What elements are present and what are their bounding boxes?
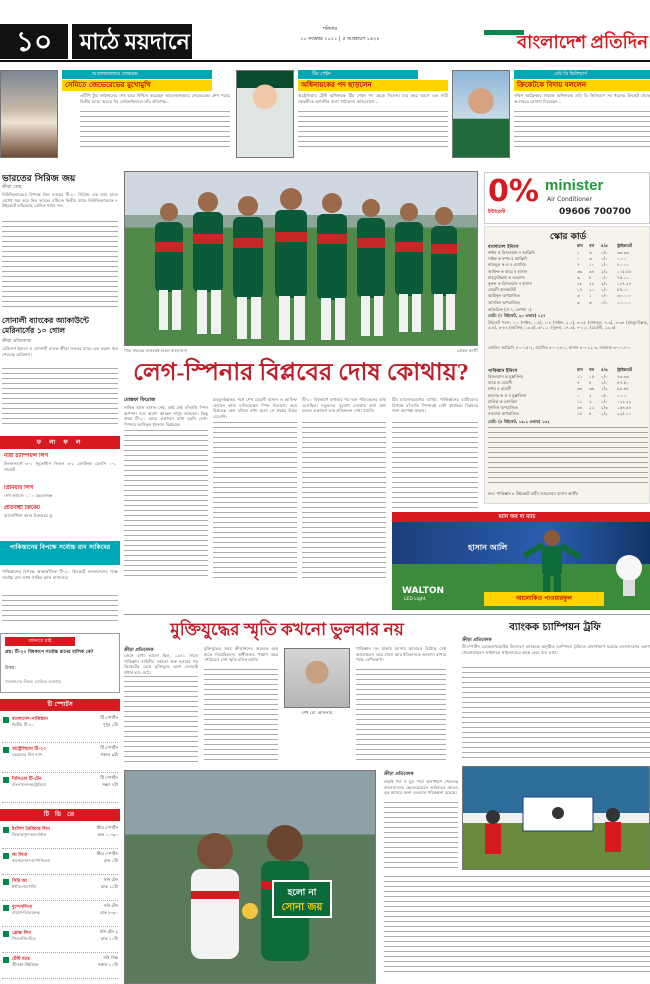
scorecard-total: মোট: (৭ উইকেট, ২০ ওভার) ১২৭ bbox=[488, 313, 546, 318]
main-col-1-lines bbox=[124, 430, 208, 578]
scorecard-stat: ০/০ bbox=[601, 398, 608, 404]
scorecard-result: ফল: পাকিস্তান ৪ উইকেটে জয়ী। ম্যাচসেরা: হাসান আলী। bbox=[488, 491, 579, 496]
bangkok-headline: ব্যাংকক চ্যাম্পিয়ন ট্রফি bbox=[509, 622, 601, 633]
td-tv-band: টি ডি তে bbox=[0, 809, 120, 821]
paine-photo bbox=[236, 70, 294, 158]
india-series-body: নিউজিল্যান্ডের বিপক্ষে তিন ম্যাচের টি-২০ সিরিজ এক ম্যাচ হাতে রেখেই জয় করে নিল ভারত। রাঁচিতে দ্বিতীয় ম্যাচে নিউজিল্যান্ডকে ৭ উইকেটে হারিয়েছে রোহিত শর্মার দল। bbox=[2, 192, 118, 209]
td-tv-row bbox=[2, 955, 118, 979]
scorecard-player: মেহেদী রানআউট bbox=[488, 287, 516, 293]
scorecard-header bbox=[577, 243, 649, 249]
scorecard-row bbox=[488, 405, 648, 411]
scorecard-stat: ১০ bbox=[589, 262, 595, 268]
scorecard-stat: ১১ bbox=[577, 374, 583, 379]
scorecard-row bbox=[488, 287, 648, 293]
scorecard-stat: ৬ bbox=[577, 274, 580, 280]
scorecard-inn2-label: পাকিস্তান ইনিংস bbox=[488, 369, 518, 374]
td-tv-title: ফ্রেঞ্চ লিগ bbox=[12, 931, 32, 936]
sports-tv-time: সকাল ৯টা bbox=[100, 752, 118, 757]
scorecard-stat: ১০৫.৮৮ bbox=[617, 268, 632, 274]
scorecard-stat: ৩৬ bbox=[577, 268, 583, 274]
tv-bullet-icon bbox=[3, 747, 9, 753]
issue-day: শনিবার bbox=[322, 26, 338, 32]
paper-logo: বাংলাদেশ প্রতিদিন bbox=[517, 32, 648, 52]
scorecard-bowling-2-lines bbox=[488, 427, 648, 485]
scorecard-stat: ১ bbox=[577, 250, 580, 255]
scorecard-stat: ৭০.০০ bbox=[617, 262, 629, 268]
td-tv-sub: বার্সেলোনা-এস্পানিওল bbox=[12, 858, 51, 863]
scorecard-stat: ১২৭.২৭ bbox=[617, 281, 632, 286]
scorecard-stat: ৩৪ bbox=[577, 405, 583, 410]
left-column bbox=[0, 163, 120, 984]
scorecard-stat: ৯ bbox=[589, 398, 592, 404]
scorecard-stat: ৩৩.৩৩ bbox=[617, 250, 629, 255]
top-story-3-kicker: এবি ডি ভিলিয়ার্স bbox=[514, 70, 650, 79]
led-bulb-icon bbox=[614, 552, 644, 602]
gold-inset-line-1: হলো না bbox=[287, 888, 317, 898]
td-tv-time: রাত ১১টা bbox=[101, 884, 118, 889]
quiz-answer: উত্তর: bbox=[5, 666, 16, 671]
scorecard-player: আফিফ ক বাবর ব হাসান bbox=[488, 268, 528, 274]
scorecard-stat: ১ bbox=[589, 293, 592, 299]
scorecard-stat: ৭৩.৩৩ bbox=[617, 374, 629, 379]
scorecard-row bbox=[488, 281, 648, 287]
scorecard-stat: ০/০ bbox=[601, 250, 608, 255]
td-tv-ch: স্টার স্পোর্টস bbox=[96, 825, 118, 830]
scorecard-player: ফখর ব মেহেদী bbox=[488, 386, 512, 392]
td-tv-time: রাত ১০টা bbox=[101, 936, 118, 941]
issue-date: ২০ নভেম্বর ২০২১ | ৫ অগ্রহায়ণ ১৪২৮ bbox=[300, 36, 380, 42]
sports-tv-row bbox=[2, 745, 118, 773]
scorecard-stat: ৭ bbox=[577, 262, 580, 268]
td-tv-title: ইংলিশ প্রিমিয়ার লিগ bbox=[12, 827, 50, 832]
tv-bullet-icon bbox=[3, 957, 9, 963]
minister-ad[interactable] bbox=[484, 172, 650, 224]
scorecard-stat: ৩৪ bbox=[589, 268, 595, 274]
scorecard-row bbox=[488, 399, 648, 405]
page-number: ১০ bbox=[0, 24, 68, 59]
top-story-3-lines bbox=[514, 111, 650, 151]
scorecard-stat: ৩ bbox=[589, 256, 592, 262]
scorecard-fow: উইকেট পতন: ১-১ (নাঈম, ০.৫), ২-৪ (সাইফ, ২.১), ৩-২৫ (নাজমুল, ৪.৩), ৪-৩৪ (মাহমুদউল্লাহ, ৬.৫), ৫-৮৪ (আফিফ, ১৩.৬), ৬-১১০ (নুরুল, ১৭.৩), ৭-১২১ (মেহেদী, ১৯.৩) bbox=[488, 320, 648, 331]
top-story-2-kicker: টিম পেইন bbox=[298, 70, 418, 79]
top-story-3-body: দক্ষিণ আফ্রিকার সাবেক অধিনায়ক এবি ডি ভিলিয়ার্স সব ধরনের ক্রিকেট থেকে অবসরের ঘোষণা দিয়েছেন... bbox=[514, 93, 650, 104]
scorecard-player: সাইফ ক ফখর ব আফ্রিদি bbox=[488, 256, 528, 262]
main-col-2-lines bbox=[213, 422, 297, 578]
scorecard-stat: ২২ bbox=[589, 281, 595, 286]
scorecard-rows-2 bbox=[488, 374, 648, 418]
scorecard-stat: ৮৭.৫০ bbox=[617, 380, 629, 386]
td-tv-sub: বায়ার্ন-বিলেফেল্ড bbox=[12, 910, 40, 915]
scorecard-player: খুশদিল অপরাজিত bbox=[488, 405, 518, 410]
mariners-body: মেরিনার্স ইয়াংস ও সোনালী ব্যাংক ক্রীড়া সংঘের ম্যাচে এক তরফা জয় পেয়েছে মেরিনার্স। bbox=[2, 346, 118, 357]
scorecard-player: আমিনুল অপরাজিত bbox=[488, 293, 520, 299]
result-1-title: নারী চ্যাম্পিয়ন্স লিগ bbox=[4, 453, 49, 459]
scorecard-stat: ১৭ bbox=[577, 287, 583, 293]
scorecard-stat: ১/০ bbox=[601, 287, 608, 293]
photo-credit: রোকন কাজী bbox=[456, 348, 478, 353]
scorecard-stat: ০/০ bbox=[601, 374, 608, 379]
scorecard-row bbox=[488, 250, 648, 256]
quiz-note: গতকালের উত্তর: ডেভিড ওয়ার্নার bbox=[5, 679, 62, 684]
scorecard-col-header: স্ট্রাইকরেট bbox=[617, 243, 633, 248]
ad-brand: minister bbox=[545, 177, 604, 194]
main-col-4-lines bbox=[392, 422, 478, 508]
scorecard-stat: ১/০ bbox=[601, 380, 608, 386]
scorecard-stat: ০.০০ bbox=[617, 392, 627, 398]
ad-sub: Air Conditioner bbox=[547, 196, 592, 203]
scorecard-player: নুরুল ক রিজওয়ান ব হাসান bbox=[488, 281, 532, 286]
sports-tv-ch: টি স্পোর্টস bbox=[100, 775, 118, 780]
sports-tv-time: সন্ধ্যা ৭টা bbox=[101, 782, 118, 787]
scorecard-player: নওয়াজ অপরাজিত bbox=[488, 411, 519, 417]
ad-percent: 0% bbox=[488, 174, 539, 209]
liberation-body-2-lines bbox=[204, 669, 278, 764]
main-byline: মোস্তফা ফিরোজ bbox=[124, 398, 156, 403]
scorecard-stat: ১/০ bbox=[601, 262, 608, 268]
scorecard-stat: ৮ bbox=[589, 274, 592, 280]
td-tv-time: সকাল ১০টা bbox=[97, 962, 118, 967]
tv-bullet-icon bbox=[3, 777, 9, 783]
scorecard-player: নাঈম ক রিজওয়ান ব আফ্রিদি bbox=[488, 250, 535, 255]
zverev-photo bbox=[0, 70, 58, 158]
td-tv-title: সিরি আ bbox=[12, 879, 28, 884]
scorecard-stat: ১২২.২২ bbox=[617, 398, 632, 404]
scorecard-row bbox=[488, 269, 648, 275]
section-title: মাঠে ময়দানে bbox=[72, 24, 192, 59]
main-col-1: সাকিব আল হাসান নেই, তাই নেই বাঁ-হাতি স্পিন অপশন। দলে অবশ্য আছেন নাসুম আহমেদ। কিন্তু প্রথম টি-২০ ম্যাচে একাদশে রাখা হয়নি লেগ-স্পিনার আমিনুল ইসলাম বিপ্লবকে। bbox=[124, 405, 208, 427]
india-series-byline: ক্রীড়া ডেস্ক bbox=[2, 185, 22, 190]
quiz-question: প্রশ্ন: টি-২০ বিশ্বকাপে সর্বোচ্চ রানের মালিক কে? bbox=[5, 650, 94, 655]
liberation-body-1-lines bbox=[124, 676, 198, 764]
top-story-1-title: সেমিতে জেভেরেভের মুখোমুখি bbox=[62, 80, 212, 91]
scorecard-stat: ৩৪ bbox=[577, 386, 583, 392]
sports-tv-row bbox=[2, 715, 118, 743]
scorecard-stat: ৬ bbox=[577, 299, 580, 305]
td-tv-title: লা লিগা bbox=[12, 853, 28, 858]
gold-inset-line-2: সোনা জয় bbox=[281, 902, 323, 913]
scorecard-rows-1 bbox=[488, 250, 648, 306]
quiz-box bbox=[0, 633, 120, 693]
td-tv-sub: শ্রীলঙ্কা-উইন্ডিজ bbox=[12, 962, 39, 967]
scorecard-stat: ৩ bbox=[589, 250, 592, 255]
liberation-body-1: জেনে রাখা ভালো ছিল, ১৯৭১ সালে পাকিস্তান বাহিনীর বর্বরতা শুরু হওয়ার পর ক্রিকেটের চেয়ে মুক্তিযুদ্ধে অংশ নেওয়াই প্রধান হয়ে ওঠে। bbox=[124, 653, 198, 675]
scorecard-col-header: স্ট্রাইকরেট bbox=[617, 367, 633, 372]
bangkok-byline: ক্রীড়া প্রতিবেদক bbox=[462, 638, 492, 643]
td-tv-sub: লিভারপুল-আর্সেনাল bbox=[12, 832, 47, 837]
team-photo bbox=[124, 171, 478, 346]
scorecard-player: নাজমুল ক ও ব ওয়াসিম bbox=[488, 262, 526, 268]
scorecard-col-header: বল bbox=[589, 243, 595, 248]
td-tv-row bbox=[2, 929, 118, 953]
liberation-body-3: পাকিস্তান দল ঢাকায় আসায় আবারও উঠেছে সেই আলোচনা। তবে খেলা আর ইতিহাসকে আলাদা রাখার পক্ষে বেশিরভাগ। bbox=[356, 646, 446, 663]
scorecard bbox=[484, 226, 650, 504]
scorecard-row bbox=[488, 256, 648, 262]
aslam-caption: শেখ মো. আসলাম bbox=[301, 710, 333, 715]
td-tv-title: টেস্ট ম্যাচ bbox=[12, 957, 30, 962]
scorecard-player: বাবর ক মেহেদী bbox=[488, 380, 512, 386]
scorecard-stat: ১৫ bbox=[589, 374, 595, 379]
scorecard-stat: ১/৩ bbox=[601, 405, 608, 410]
main-col-2: মাহমুদউল্লাহর সঙ্গে শেখ মেহেদী হাসান ও আফিফ হোসেন কাজ চালিয়েছেন স্পিন বিভাগে। তবে বিপ্লবকে কেন বসিয়ে রাখা হলো সে প্রশ্নের উত্তর মেলেনি। bbox=[213, 397, 297, 419]
scorecard-stat: ৮৫.০০ bbox=[617, 287, 629, 293]
td-tv-time: রাত ৮-৩০ bbox=[100, 910, 118, 915]
sports-tv-time: দুপুর ২টা bbox=[103, 722, 118, 727]
sports-tv-ch: টি স্পোর্টস bbox=[100, 715, 118, 720]
scorecard-stat: ০ bbox=[577, 392, 580, 398]
scorecard-player: মাহমুদউল্লাহ ক নওয়াজ bbox=[488, 274, 525, 280]
ad-slogan: আলোকিত পাওয়ারফুল bbox=[484, 592, 604, 606]
sports-tv-title: অস্ট্রেলিয়ান টি-২০ bbox=[12, 747, 47, 752]
gold-story-body: বাছাই পর্ব ও মূল পর্বে অসাধারণ খেলেছে বাংলাদেশের ছেলেমেয়েরা। ভবিষ্যতে আরও বড় আসরে অংশ নেওয়ার পরিকল্পনা রয়েছে। bbox=[384, 779, 458, 796]
sports-tv-sub: মেয়েদের বিগ ব্যাশ bbox=[12, 752, 43, 757]
tv-bullet-icon bbox=[3, 717, 9, 723]
scorecard-stat: ৮ bbox=[589, 380, 592, 386]
gold-story-lines bbox=[384, 802, 458, 872]
quiz-label: জানতে চাই bbox=[5, 637, 75, 646]
ad-brand-sub: LED Light bbox=[404, 597, 426, 602]
td-tv-list bbox=[2, 825, 118, 984]
main-col-3-lines bbox=[302, 422, 386, 578]
scorecard-inn1-label: বাংলাদেশ ইনিংস bbox=[488, 245, 519, 250]
main-col-3: টি-২০ বিশ্বকাপে ব্যর্থতার পর দলে পরিবর্তনের ডাক এসেছিল। নতুনদের সুযোগ দেওয়ার কথা বলা হলেও একাদশে তার প্রতিফলন দেখা যায়নি। bbox=[302, 397, 386, 414]
top-story-1-lines bbox=[80, 111, 230, 151]
result-3-title: প্রতিবন্ধী ক্রিকেট bbox=[4, 505, 40, 511]
td-tv-time: রাত ১টা bbox=[103, 858, 118, 863]
sports-tv-title: বাংলাদেশ-পাকিস্তান bbox=[12, 717, 48, 722]
masthead bbox=[0, 22, 650, 62]
scorecard-col-header: ৪/৬ bbox=[601, 243, 608, 248]
shakib-box-body: পাকিস্তানের বিপক্ষে আন্তর্জাতিক টি-২০ ক্রিকেটে বাংলাদেশের পক্ষে সর্বোচ্চ রান এখন সাকিব আল হাসানের। bbox=[2, 569, 118, 580]
scorecard-stat: ০/০ bbox=[601, 392, 608, 398]
scorecard-stat: ৬ bbox=[589, 299, 592, 305]
scorecard-stat: ১০০.০০ bbox=[617, 299, 632, 305]
mariners-lines bbox=[2, 368, 118, 428]
scorecard-stat: ১১ bbox=[577, 398, 583, 404]
bangkok-body: টি-স্পোর্টস ডেভেলপমেন্টের উদ্যোগে ব্যাংককে অনুষ্ঠিত চ্যাম্পিয়ন ট্রফিতে রানার্সআপ হয়েছে বাংলাদেশের তরুণ খেলোয়াড়রা। ফাইনালে থাইল্যান্ডের কাছে হেরে যায় তারা। bbox=[462, 644, 650, 655]
ad-phone: 09606 700700 bbox=[559, 207, 632, 217]
td-tv-ch: সনি টেন bbox=[103, 877, 118, 882]
scorecard-stat: ২২ bbox=[589, 405, 595, 410]
gold-inset bbox=[272, 880, 332, 918]
liberation-byline: ক্রীড়া প্রতিবেদক bbox=[124, 648, 154, 653]
scorecard-row bbox=[488, 300, 648, 306]
bangkok-body-lines bbox=[462, 667, 650, 761]
india-series-lines bbox=[2, 221, 118, 311]
scorecard-player: তাসকিন অপরাজিত bbox=[488, 299, 520, 305]
scorecard-stat: ১৫৪.৫৪ bbox=[617, 405, 632, 410]
scorecard-stat: ৮ bbox=[589, 411, 592, 417]
scorecard-stat: ২/২ bbox=[601, 268, 608, 274]
scorecard-row bbox=[488, 393, 648, 399]
sports-tv-band: টি স্পোর্টস bbox=[0, 699, 120, 711]
scorecard-stat: ৯৪.৪৪ bbox=[617, 386, 629, 392]
photo-caption: পাক সফরের শুরুতেই হারল বাংলাদেশ bbox=[124, 348, 188, 353]
india-series-title: ভারতের সিরিজ জয় bbox=[2, 174, 76, 184]
scorecard-stat: ১/২ bbox=[601, 411, 608, 417]
bottom-rule bbox=[124, 614, 650, 615]
tv-bullet-icon bbox=[3, 853, 9, 859]
results-label: ফ লা ফ ল bbox=[36, 439, 84, 446]
shakib-box-lines bbox=[2, 595, 118, 625]
sports-tv-sub: বাংলাদেশ-অস্ট্রেলিয়া bbox=[12, 782, 47, 787]
ad-interest-tag: ইন্টারেস্ট bbox=[488, 209, 506, 215]
mariners-title: সোনালী ব্যাংকের অ্যাকাউন্টে মেরিনার্সের ১০ গোল bbox=[2, 316, 89, 335]
scorecard-stat: ০ bbox=[577, 256, 580, 262]
scorecard-col-header: ৪/৬ bbox=[601, 367, 608, 372]
mariners-byline: ক্রীড়া প্রতিবেদক bbox=[2, 339, 31, 344]
masthead-rule bbox=[0, 60, 650, 62]
top-strip bbox=[0, 66, 650, 160]
scorecard-stat: ০/০ bbox=[601, 274, 608, 280]
walton-ad[interactable] bbox=[392, 512, 650, 610]
scorecard-total-2: মোট: (৪ উইকেট, ১৯.২ ওভার) ১৩২ bbox=[488, 419, 550, 424]
trophy-photo bbox=[462, 766, 650, 870]
scorecard-header-2 bbox=[577, 367, 649, 373]
sports-tv-ch: টি স্পোর্টস bbox=[100, 745, 118, 750]
scorecard-stat: ২০ bbox=[589, 287, 595, 293]
sports-tv-list bbox=[2, 715, 118, 807]
scorecard-stat: ০/০ bbox=[601, 293, 608, 299]
tv-bullet-icon bbox=[3, 879, 9, 885]
td-tv-row bbox=[2, 877, 118, 901]
result-2-body: শেখ জামাল ১ : ০ রহমতগঞ্জ bbox=[4, 493, 53, 498]
scorecard-row bbox=[488, 411, 648, 417]
scorecard-stat: ১/২ bbox=[601, 386, 608, 392]
scorecard-stat: ২৮ bbox=[577, 281, 583, 286]
scorecard-row bbox=[488, 380, 648, 386]
scorecard-col-header: রান bbox=[577, 367, 583, 372]
td-tv-row bbox=[2, 825, 118, 849]
ad-mom-tag: ম্যান অব দ্য ম্যাচ bbox=[498, 514, 536, 520]
top-story-2-title: অধিনায়কের পদ ছাড়লেন bbox=[298, 80, 448, 91]
bangkok-tail-lines bbox=[384, 876, 650, 976]
td-tv-title: বুন্দেসলিগা bbox=[12, 905, 33, 910]
scorecard-stat: ২/১ bbox=[601, 281, 608, 286]
td-tv-sub: পিএসজি-নঁতে bbox=[12, 936, 36, 941]
scorecard-stat: ৭৫.০০ bbox=[617, 274, 629, 280]
scorecard-stat: ০/০ bbox=[601, 256, 608, 262]
td-tv-ch: সনি টেন bbox=[103, 903, 118, 908]
liberation-body-3-lines bbox=[356, 669, 446, 761]
td-tv-ch: সনি সিক্স bbox=[103, 955, 118, 960]
sports-tv-title: বিপিএল টি-টেন bbox=[12, 777, 42, 782]
scorecard-bowling-1: বোলিং: আফ্রিদি ৪-০-১৫-২, ওয়াসিম ৪-০-২৪-১, হাসান ৪-০-২২-৩, নওয়াজ ৩-০-১৭-০ bbox=[488, 345, 631, 350]
liberation-body-2: মুক্তিযুদ্ধের সময় ক্রীড়াঙ্গনের অনেকে অস্ত্র হাতে নিয়েছিলেন। স্বাধীনতার পঞ্চাশ বছর পেরিয়েও সেই স্মৃতি মলিন হয়নি। bbox=[204, 646, 278, 663]
scorecard-extras: অতিরিক্ত (বা ৭, লেগবা ১) bbox=[488, 307, 532, 312]
scorecard-stat: ১৮ bbox=[577, 411, 583, 417]
top-story-2-body: অস্ট্রেলিয়ার টেস্ট অধিনায়ক টিম পেইন পদ ছেড়ে দিলেন। চার বছর আগে এক নারী সহকর্মীকে অশালীন বার্তা পাঠানোর অভিযোগে... bbox=[298, 93, 448, 104]
gold-medal-art bbox=[125, 771, 376, 984]
scorecard-stat: ৩ bbox=[577, 293, 580, 299]
scorecard-col-header: রান bbox=[577, 243, 583, 248]
top-story-1-body: এটিপি ট্যুর ফাইনালের শেষ চারে নিশ্চিত করেছেন আলেকজান্ডার জেভেরেভ। গ্রুপ পর্বের দ্বিতীয় ম্যাচে জয়ের পর সেমিফাইনালে তাঁর প্রতিপক্ষ... bbox=[80, 93, 230, 104]
scorecard-player: মালিক ক তাসকিন bbox=[488, 398, 517, 404]
top-story-1-kicker: আলেকজান্ডার জেভরভ bbox=[62, 70, 212, 79]
team-photo-art bbox=[125, 172, 478, 346]
scorecard-stat: ২ bbox=[589, 392, 592, 398]
scorecard-col-header: বল bbox=[589, 367, 595, 372]
sports-tv-sub: দ্বিতীয় টি-২০ bbox=[12, 722, 35, 727]
scorecard-title: স্কোর কার্ড bbox=[549, 232, 587, 242]
result-2-title: প্রিমিয়ার লিগ bbox=[4, 485, 34, 491]
result-3-body: আর্জেন্টিনা বনাম উরুগুয়ে ড্র bbox=[4, 513, 53, 518]
main-headline: লেগ-স্পিনার বিপ্লবের দোষ কোথায়? bbox=[133, 360, 469, 386]
scorecard-row bbox=[488, 374, 648, 380]
sports-tv-row bbox=[2, 775, 118, 803]
ad-brand-walton: WALTON bbox=[402, 586, 445, 596]
tv-bullet-icon bbox=[3, 905, 9, 911]
gold-photo-byline: ক্রীড়া প্রতিবেদক bbox=[384, 772, 414, 777]
scorecard-stat: ২২৫.০০ bbox=[617, 411, 632, 417]
scorecard-row bbox=[488, 275, 648, 281]
liberation-headline: মুক্তিযুদ্ধের স্মৃতি কখনো ভুলবার নয় bbox=[170, 620, 404, 639]
main-col-4: টিম ম্যানেজমেন্টের ব্যাখ্যা, পাকিস্তানের ব্যাটারদের বিপক্ষে বাঁ-হাতি স্পিনারই বেশি কার্যকর। বিপ্লবের জন্য অপেক্ষা বাড়ল। bbox=[392, 397, 478, 414]
top-story-3-title: ক্রিকেটকে বিদায় বললেন bbox=[514, 80, 650, 91]
td-tv-ch: স্টার স্পোর্টস bbox=[96, 851, 118, 856]
td-tv-ch: সনি টেন ২ bbox=[99, 929, 118, 934]
scorecard-stat: ৩৬ bbox=[589, 386, 595, 392]
scorecard-row bbox=[488, 293, 648, 299]
scorecard-player: রিজওয়ান ক মুস্তাফিজ bbox=[488, 374, 524, 379]
scorecard-stat: ০.০০ bbox=[617, 256, 627, 262]
shakib-box-header: পাকিস্তানের বিপক্ষে সর্বোচ্চ রান সাকিবের bbox=[0, 541, 120, 565]
td-tv-row bbox=[2, 903, 118, 927]
trophy-photo-art bbox=[463, 767, 650, 870]
ad-player-name: হাসান আলি bbox=[468, 543, 508, 552]
td-tv-time: রাত ১০-৩০ bbox=[97, 832, 118, 837]
scorecard-player: হায়দার ক ও ব মুস্তাফিজ bbox=[488, 392, 527, 398]
scorecard-stat: ৩০০.০০ bbox=[617, 293, 632, 299]
tv-bullet-icon bbox=[3, 827, 9, 833]
td-tv-sub: ইন্টার-নাপোলি bbox=[12, 884, 37, 889]
scorecard-stat: ০/০ bbox=[601, 299, 608, 305]
gold-medal-photo bbox=[124, 770, 376, 984]
result-1-body: উলফসবার্গ ৩-১ জুভেন্টাস লিওন ৩-২ বেনফিকা চেলসি ০-১ সার্ভেট bbox=[4, 461, 116, 472]
devilliers-photo bbox=[452, 70, 510, 158]
scorecard-row bbox=[488, 262, 648, 268]
tv-bullet-icon bbox=[3, 931, 9, 937]
aslam-photo bbox=[284, 648, 350, 708]
td-tv-row bbox=[2, 851, 118, 875]
scorecard-row bbox=[488, 386, 648, 392]
scorecard-stat: ৭ bbox=[577, 380, 580, 386]
top-story-2-lines bbox=[298, 111, 448, 151]
